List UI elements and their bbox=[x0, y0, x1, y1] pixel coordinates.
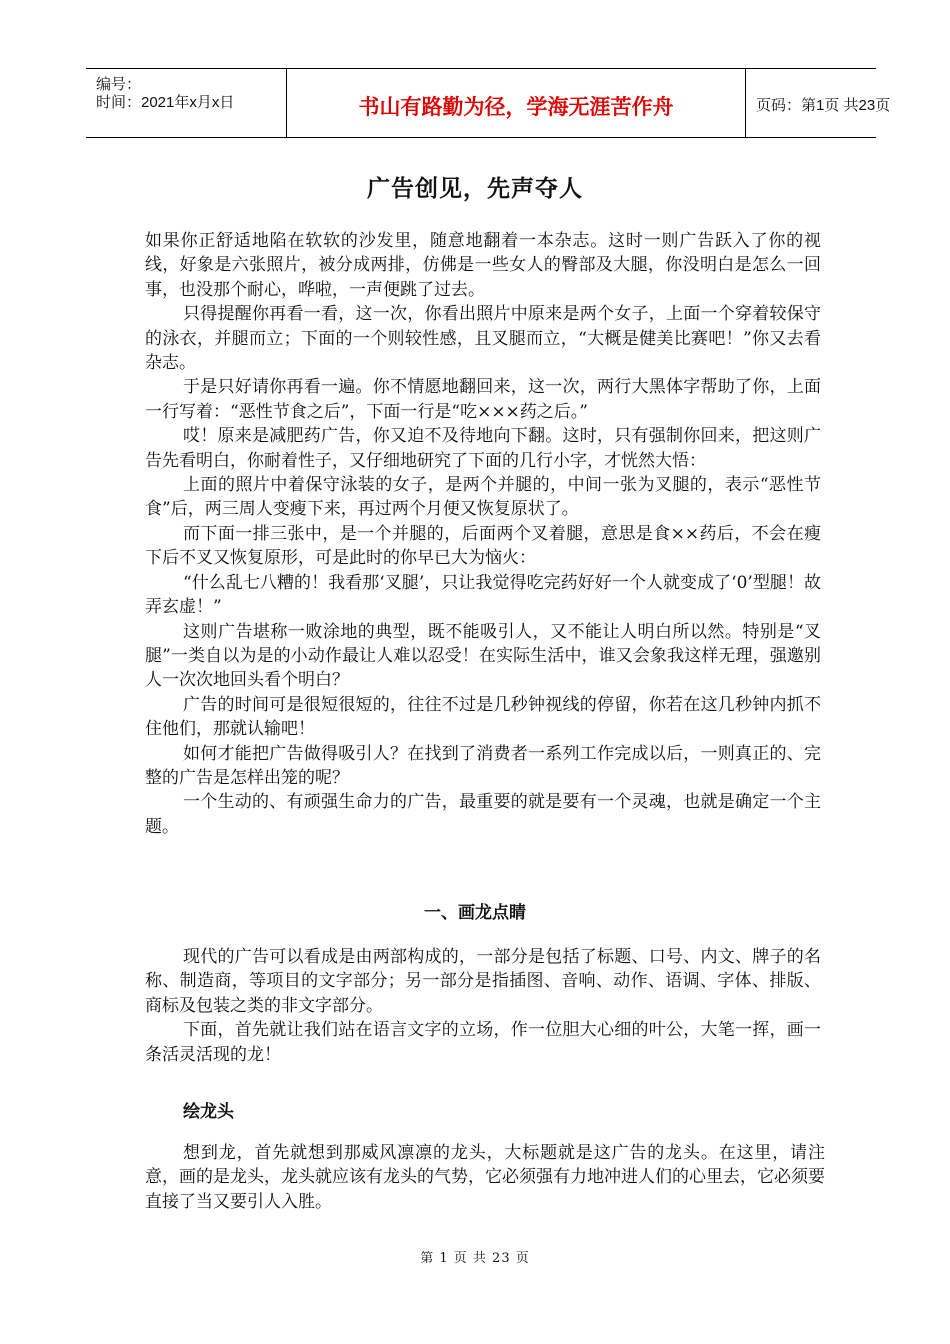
paragraph: “什么乱七八糟的！我看那‘叉腿’，只让我觉得吃完药好好一个人就变成了‘0’型腿！故弄玄虚！” bbox=[145, 572, 821, 618]
subsection-body bbox=[145, 1141, 825, 1214]
motto: 书山有路勤为径，学海无涯苦作舟 bbox=[358, 95, 674, 119]
section-heading: 一、画龙点睛 bbox=[424, 903, 526, 923]
paragraph: 这则广告堪称一败涂地的典型，既不能吸引人，又不能让人明白所以然。特别是“叉腿”一类自以为是的小动作最让人难以忍受！在实际生活中，谁又会象我这样无理，强邀别人一次次地回头看个明白？ bbox=[145, 621, 821, 691]
paragraph: 现代的广告可以看成是由两部构成的，一部分是包括了标题、口号、内文、牌子的名称、制造商，等项目的文字部分；另一部分是指插图、音响、动作、语调、字体、排版、商标及包装之类的非文字部分。 bbox=[145, 947, 821, 1016]
paragraph: 如何才能把广告做得吸引人？在找到了消费者一系列工作完成以后，一则真正的、完整的广告是怎样出笼的呢？ bbox=[145, 743, 821, 788]
document-title: 广告创见，先声夺人 bbox=[367, 175, 583, 202]
time-label: 时间：2021年x月x日 bbox=[96, 94, 235, 111]
header-right-cell bbox=[746, 69, 891, 137]
intro-body bbox=[145, 229, 821, 839]
page-footer: 第 1 页 共 23 页 bbox=[420, 1251, 530, 1266]
header-left-cell bbox=[86, 69, 286, 137]
paragraph: 只得提醒你再看一看，这一次，你看出照片中原来是两个女子，上面一个穿着较保守的泳衣，并腿而立；下面的一个则较性感，且叉腿而立，“大概是健美比赛吧！”你又去看杂志。 bbox=[145, 304, 821, 374]
paragraph: 而下面一排三张中，是一个并腿的，后面两个叉着腿，意思是食××药后，不会在瘦下后不叉又恢复原形，可是此时的你早已大为恼火： bbox=[145, 523, 821, 569]
paragraph: 一个生动的、有顽强生命力的广告，最重要的就是要有一个灵魂，也就是确定一个主题。 bbox=[145, 792, 821, 837]
header-motto-cell bbox=[286, 69, 746, 137]
number-label: 编号： bbox=[96, 76, 142, 93]
paragraph: 哎！原来是减肥药广告，你又迫不及待地向下翻。这时，只有强制你回来，把这则广告先看明白，你耐着性子，又仔细地研究了下面的几行小字，才恍然大悟： bbox=[145, 426, 821, 471]
header-table bbox=[86, 68, 891, 138]
subsection-heading: 绘龙头 bbox=[183, 1102, 234, 1122]
paragraph: 如果你正舒适地陷在软软的沙发里，随意地翻着一本杂志。这时一则广告跃入了你的视线，好象是六张照片，被分成两排，仿佛是一些女人的臀部及大腿，你没明白是怎么一回事，也没那个耐心，哗啦，一声便跳了过去。 bbox=[145, 231, 821, 300]
section-body bbox=[145, 945, 821, 1067]
paragraph: 想到龙，首先就想到那威风凛凛的龙头，大标题就是这广告的龙头。在这里，请注意，画的是龙头，龙头就应该有龙头的气势，它必须强有力地冲进人们的心里去，它必须要直接了当又要引人入胜。 bbox=[145, 1143, 825, 1212]
paragraph: 广告的时间可是很短很短的，往往不过是几秒钟视线的停留，你若在这几秒钟内抓不住他们，那就认输吧！ bbox=[145, 694, 821, 740]
paragraph: 上面的照片中着保守泳装的女子，是两个并腿的，中间一张为叉腿的，表示“恶性节食”后，两三周人变瘦下来，再过两个月便又恢复原状了。 bbox=[145, 475, 821, 520]
page-label: 页码：第1页 共23页 bbox=[756, 97, 891, 114]
paragraph: 于是只好请你再看一遍。你不情愿地翻回来，这一次，两行大黑体字帮助了你，上面一行写着：“恶性节食之后”，下面一行是“吃×××药之后。” bbox=[145, 377, 821, 422]
paragraph: 下面，首先就让我们站在语言文字的立场，作一位胆大心细的叶公，大笔一挥，画一条活灵活现的龙！ bbox=[145, 1020, 821, 1065]
